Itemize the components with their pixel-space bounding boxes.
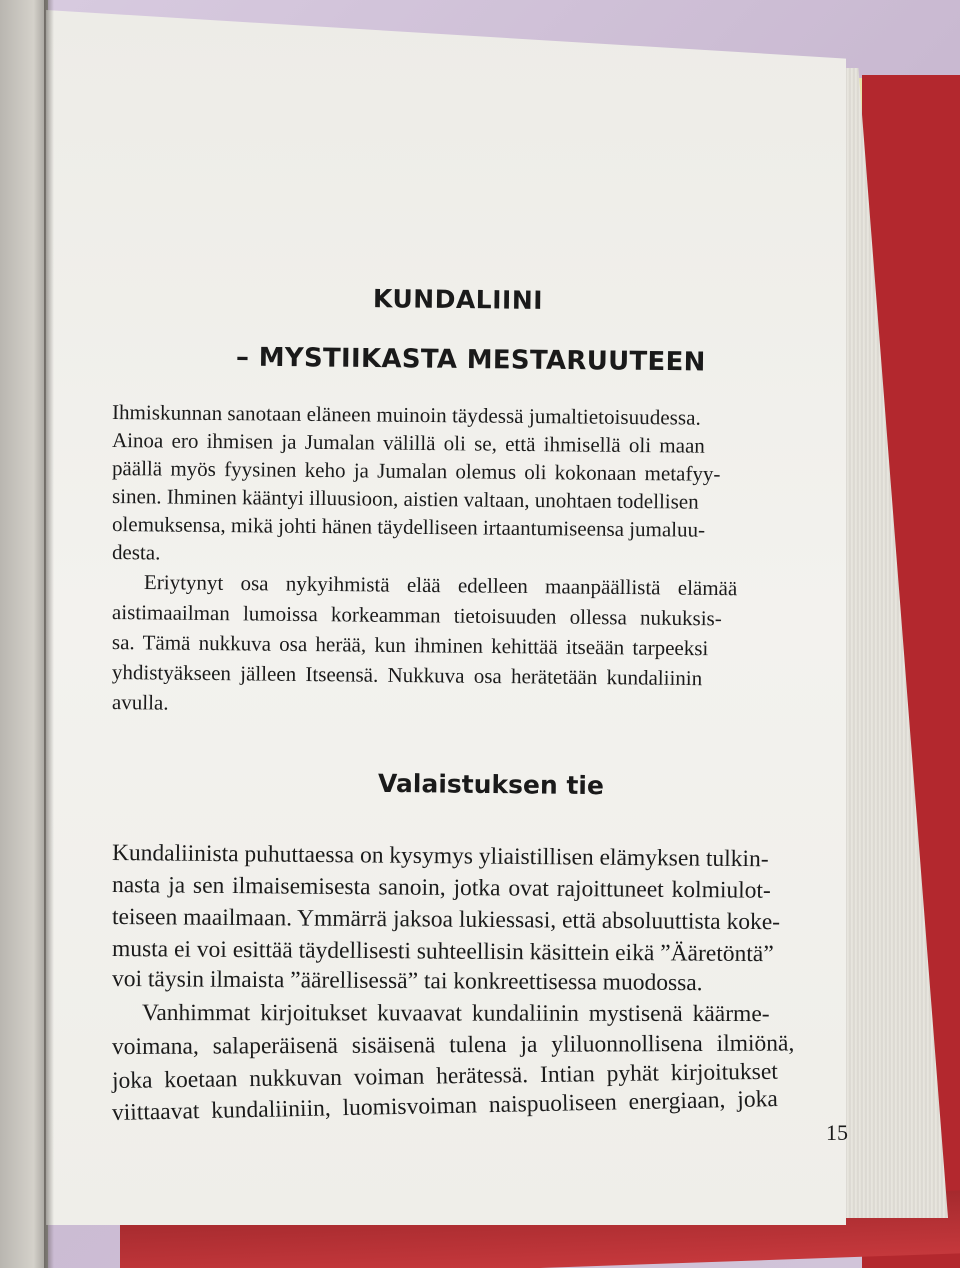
section-line: Vanhimmat kirjoitukset kuvaavat kundaliinin mystisenä käärme- — [141, 1000, 770, 1028]
section-line: viittaavat kundaliiniin, luomisvoiman naispuoliseen energiaan, joka — [111, 1086, 779, 1126]
intro-line: olemuksensa, mikä johti hänen täydelliseen irtaantumiseensa jumaluu- — [111, 512, 706, 542]
section-line: nasta ja sen ilmaisemisesta sanoin, jotka ovat rajoittuneet kolmiulot- — [111, 872, 771, 904]
page-subtitle: – MYSTIIKASTA MESTARUUTEEN — [235, 342, 706, 378]
spine-shadow — [44, 0, 54, 1268]
section-line: voimana, salaperäisenä sisäisenä tulena ja yliluonnollisena ilmiönä, — [111, 1030, 795, 1060]
section-line: Kundaliinista puhuttaessa on kysymys yliaistillisen elämyksen tulkin- — [111, 840, 769, 873]
section-heading: Valaistuksen tie — [377, 768, 605, 801]
intro-line: desta. — [111, 540, 161, 565]
section-line: musta ei voi esittää täydellisesti suhteellisin käsittein eikä ”Ääretöntä” — [111, 936, 774, 968]
page-number: 15 — [826, 1120, 848, 1145]
intro-line: sa. Tämä nukkuva osa herää, kun ihminen kehittää itseään tarpeeksi — [111, 630, 709, 661]
section-line: joka koetaan nukkuvan voiman herätessä. Intian pyhät kirjoitukset — [111, 1058, 779, 1094]
intro-line: Ainoa ero ihmisen ja Jumalan välillä oli se, että ihmisellä oli maan — [111, 428, 705, 458]
section-line: teiseen maailmaan. Ymmärrä jaksoa lukiessasi, että absoluuttista koke- — [111, 904, 781, 936]
intro-line: aistimaailman lumoissa korkeamman tietoisuuden ollessa nukuksis- — [111, 600, 722, 631]
intro-line: Eriytynyt osa nykyihmistä elää edelleen maanpäällistä elämää — [143, 570, 738, 601]
section-line: voi täysin ilmaista ”äärellisessä” tai konkreettisessa muodossa. — [111, 966, 703, 997]
page-title: KUNDALIINI — [372, 284, 544, 315]
intro-line: päällä myös fyysinen keho ja Jumalan olemus oli kokonaan metafyy- — [111, 456, 721, 486]
left-page — [0, 0, 48, 1268]
intro-line: sinen. Ihminen kääntyi illuusioon, aistien valtaan, unohtaen todellisen — [111, 484, 699, 514]
intro-line: yhdistyäkseen jälleen Itseensä. Nukkuva osa herätetään kundaliinin — [111, 660, 703, 691]
intro-line: avulla. — [111, 690, 169, 715]
intro-line: Ihmiskunnan sanotaan eläneen muinoin täydessä jumaltietoisuudessa. — [111, 400, 701, 430]
